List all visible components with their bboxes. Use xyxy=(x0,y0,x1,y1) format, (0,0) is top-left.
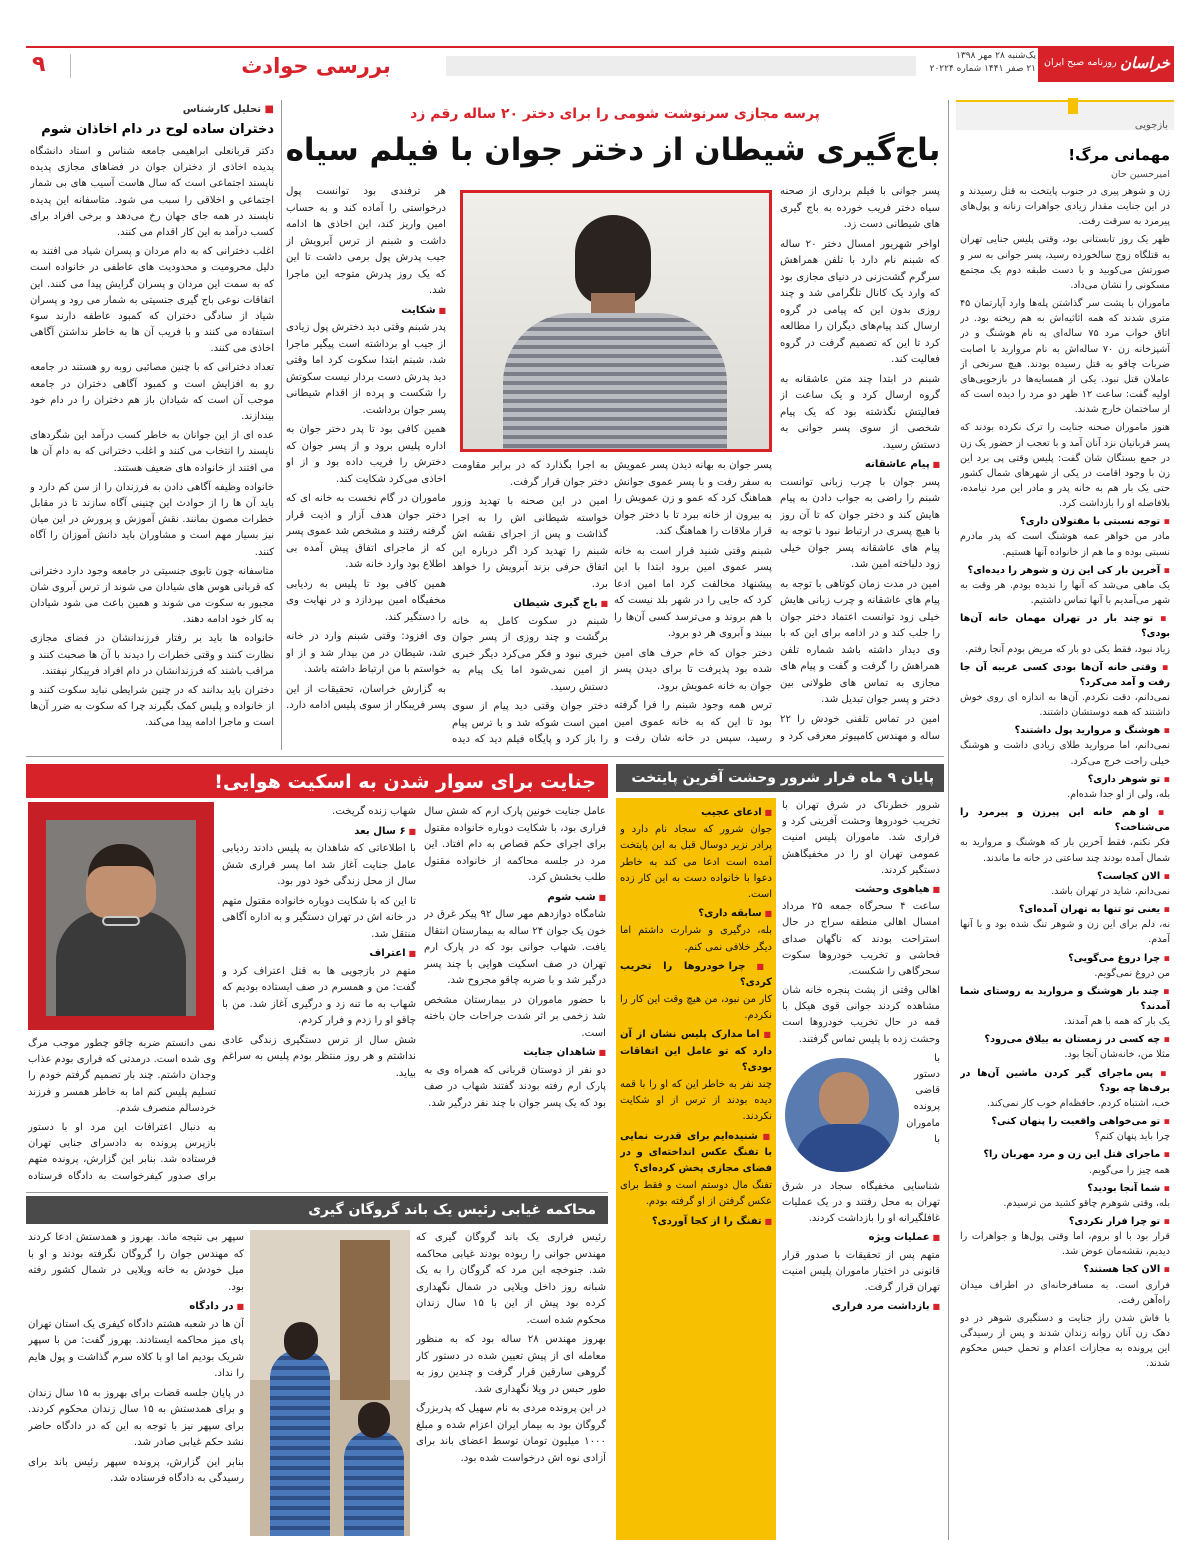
main-col-4 xyxy=(286,184,446,746)
trial-col-2 xyxy=(28,1230,244,1538)
capital-headline: پایان ۹ ماه فرار شرور وحشت آفرین پایتخت xyxy=(631,770,934,786)
intro-p1: زن و شوهر پیری در جنوب پایتخت به قتل رسیدند و در این جنایت مقدار زیادی جواهرات زنانه و پول‌های پیرمرد به سرقت رفت. xyxy=(960,186,1170,228)
issue-date-line2: ۲۱ صفر ۱۴۴۱ شماره ۲۰۲۲۴ xyxy=(929,63,1036,74)
main-col-1 xyxy=(780,184,940,746)
issue-date-line1: یک‌شنبه ۲۸ مهر ۱۳۹۸ xyxy=(956,51,1036,61)
main-col1-p2: اواخر شهریور امسال دختر ۲۰ ساله که شبنم نام دارد با تلفن همراهش سرگرم گشت‌زنی در دنیای مجازی بود که وارد یک کانال تلگرامی شد و چند روزی بدون این که پیامی در گروه ارسال کند پیام‌های دیگران را مطالعه کرد تا این که تصمیم گرفت در گروه فعالیت کند. xyxy=(780,238,940,366)
suspect-head xyxy=(819,1072,869,1128)
main-col1-b3: امین در تماس تلفنی خودش را ۲۲ ساله و مهندس کامپیوتر معرفی کرد و xyxy=(780,713,940,742)
main-col2-p1: پسر جوان به بهانه دیدن پسر عمویش به سفر رفت و با پسر عموی جوانش هماهنگ کرد که عمو و زن عمویش را به بیرون از خانه ببرد تا با دختر جوان قرار ملاقات را هماهنگ کند. xyxy=(614,460,772,538)
intro-p2: ظهر یک روز تابستانی بود، وقتی پلیس جنایی تهران به قتلگاه زوج سالخورده رسید، پسر جوانی به سر و صورتش می‌کوبید و با دست طبقه دوم یک مجتمع مسکونی را نشان می‌داد. xyxy=(960,234,1170,291)
photo-person-shirt xyxy=(503,313,727,452)
header-sep-line xyxy=(70,54,71,78)
trial-col2-p1: سپهر بی نتیجه ماند. بهروز و همدستش ادعا کردند که مهندس جوان را گروگان نگرفته بودند و او با میل خودش به خانه ویلایی در شمال کشور رفته بود. xyxy=(28,1232,244,1293)
skate-col3-b2: شش سال از ترس دستگیری زندگی عادی نداشتم و هر روز منتظر بودم پلیس به سراغم بیاید. xyxy=(222,1034,416,1079)
qa-question: ▪ توجه نسبتی با مقتولان داری؟ xyxy=(960,514,1170,529)
column-closing: با فاش شدن راز جنایت و دستگیری شوهر در دو دهک زن آنان روانه زندان شدند و پس از رسیدگی این پرونده به مجازات اعدام و تحمل حبس محکوم شدند. xyxy=(960,1312,1170,1370)
analysis-kicker xyxy=(183,102,274,118)
skate-col-2 xyxy=(222,804,416,1186)
section-title: بررسی حوادث xyxy=(241,54,391,78)
skate-col3-p1: شهاب زنده گریخت. xyxy=(332,806,416,817)
intro-p4: هنوز ماموران صحنه جنایت را ترک نکرده بودند که پسر قربانیان نزد آنان آمد و با تعجب از حضور یک زن در جمع بستگان شان گفت: پلیس وقتی پی برد این زن با وجود اقامت در یکی از شهرهای شمال کشور حتی یک بار هم به خانه پدر و مادر این مرد نیامده، بلافاصله او را بازداشت کرد. xyxy=(960,422,1170,510)
qa-answer: نه، دلم برای این زن و شوهر تنگ شده بود و با آنها آمدم. xyxy=(960,919,1170,946)
qa-answer: بله، ولی از او جدا شده‌ام. xyxy=(1067,788,1170,800)
skate-col-1 xyxy=(424,804,606,1186)
capital-sub-8: ■ عملیات ویژه xyxy=(782,1230,940,1246)
qa-answer: مادر من خواهر عمه هوشنگ است که پدر مادرم نسبتی بوده و ما هم از خانواده آنها هستیم. xyxy=(960,531,1170,558)
masthead-logo xyxy=(1038,46,1174,82)
main-col3-p1: به اجرا بگذارد که در برابر مقاومت دختر جوان قرار گرفت. xyxy=(452,460,608,488)
trial-story xyxy=(26,1196,608,1540)
capital-sub-7: ■ تفنگ را از کجا آوردی؟ xyxy=(620,1214,772,1230)
skate-sub-night: ■ شب شوم xyxy=(424,890,606,907)
main-col-3 xyxy=(452,458,608,746)
qa-question: ▪ تو چند بار در تهران مهمان خانه آن‌ها بودی؟ xyxy=(960,611,1170,641)
analysis-p8: دختران باید بدانند که در چنین شرایطی نباید سکوت کنند و از خانواده و پلیس کمک بگیرند چرا که سکوت به ضرر آن‌ها است و ماجرا ادامه پیدا می‌کند. xyxy=(30,685,274,729)
skate-col3-b1: متهم در بازجویی ها به قتل اعتراف کرد و گفت: من و همسرم در صف ایستاده بودیم که شهاب به ما تنه زد و درگیری آغاز شد. من با چاقو او را زدم و فرار کردم. xyxy=(222,965,416,1027)
analysis-divider xyxy=(281,100,282,750)
paper-name: خراسان xyxy=(1120,54,1170,72)
qa-answer: فراری است. به مسافرخانه‌ای در اطراف میدان راه‌آهن رفت. xyxy=(960,1279,1170,1306)
paper-tagline: روزنامه صبح ایران xyxy=(1044,57,1117,68)
main-col3-p3: شبنم در سکوت کامل به خانه برگشت و چند روزی از پسر جوان خبری نبود و فکر می‌کرد دیگر خبری از امین نمی‌شود اما یک پیام به دستش رسید. xyxy=(452,615,608,693)
analysis-title: دختران ساده لوح در دام اخاذان شوم xyxy=(41,122,274,137)
qa-answer: نمی‌دانم، شاید در تهران باشد. xyxy=(1051,885,1170,897)
defendant-1 xyxy=(270,1350,330,1536)
analysis-p2: اغلب دخترانی که به دام مردان و پسران شیاد می افتند به دلیل محرومیت و محدودیت های عاطفی در خانواده است که به سمت این مردان و پسران گرایش پیدا می کنند. این اتفاقات نوعی باج گیری جنسیتی به شمار می رود و پسران شیاد از سادگی دختران که کمبود عاطفه دارند سوء استفاده می کنند و با فریب آن ها به خاطر نداشتن آگاهی اخاذی می کنند. xyxy=(30,246,274,355)
qa-answer: نمی‌دانم، اما مروارید طلای زیادی داشت و هوشنگ خیلی راحت خرج می‌کرد. xyxy=(960,740,1170,767)
interrogation-column xyxy=(956,100,1174,1540)
trial-col1-p3: در این پرونده مردی به نام سهیل که پدربزرگ گروگان بود به بیمار ایران اعزام شده و مبلغ ۱۰۰۰ میلیون تومان توسط اعضای باند برای آزادی نوه اش درخواست شده بود. xyxy=(416,1403,606,1464)
handcuffs-icon xyxy=(102,916,140,926)
column-kicker: بازجویی xyxy=(1134,120,1168,131)
qa-answer: مثلا من، خانه‌شان آنجا بود. xyxy=(1064,1049,1170,1061)
capital-sub-2: ■ ادعای عجیب xyxy=(620,805,772,821)
capital-intro: شرور خطرناک در شرق تهران با تخریب خودروها وحشت آفرینی کرد و فراری شد. ماموران پلیس امنیت عمومی تهران او را در مخفیگاهش دستگیر کردند. xyxy=(782,800,940,876)
skate-trial-divider xyxy=(26,1192,608,1193)
capital-body-4: بله، درگیری و شرارت داشتم اما دیگر خلافی نمی کنم. xyxy=(620,925,772,953)
capital-body-7: تفنگ مال دوستم است و فقط برای عکس گرفتن از او گرفته بودم. xyxy=(620,1180,772,1208)
qa-question: ▪ ماجرای قتل این زن و مرد مهربان را؟ xyxy=(960,1147,1170,1162)
analysis-p5: خانواده وظیفه آگاهی دادن به فرزندان را از سن کم دارد و باید آن ها را از حوادث این چنینی آگاه سازند تا در مقابل خطرات مصون بمانند. نقش آموزش و پرورش در این میان نیز بسیار مهم است و مشاوران باید دانش آموزان را آگاه کنند. xyxy=(30,481,274,558)
main-col3-p4: دختر جوان وقتی دید پیام از سوی امین است شوکه شد و با ترس پیام را باز کرد و پایگاه فیلم دید که دیده xyxy=(452,701,608,746)
qa-question: ▪ هوشنگ و مروارید پول داشتند؟ xyxy=(960,723,1170,738)
qa-question: ▪ وقتی خانه آن‌ها بودی کسی غریبه آن جا رفت و آمد می‌کرد؟ xyxy=(960,660,1170,690)
photo-person-head xyxy=(575,215,651,305)
analysis-box xyxy=(26,100,278,750)
qa-answer: نمی‌دانم، دقت نکردم. آن‌ها به اندازه ای روی خوش داشتند که همه دوستشان داشتند. xyxy=(960,692,1170,719)
main-col1-p1: پسر جوانی با فیلم برداری از صحنه سیاه دختر فریب خورده به باج گیری های شیطانی دست زد. xyxy=(780,186,940,231)
skate-col1-p1: عامل جنایت خونین پارک ارم که شش سال فراری بود، با شکایت دوباره خانواده مقتول برای اجرای حکم قصاص به دام افتاد. این مرد در جلسه محاکمه از خانواده مقتول طلب بخشش کرد. xyxy=(424,806,606,884)
skate-col1-c1: دو نفر از دوستان قربانی که همراه وی به پارک ارم رفته بودند گفتند شهاب در صف بود که یک پسر جوان با چند نفر درگیر شد. xyxy=(424,1064,606,1109)
qa-answer: همه چیز را می‌گویم. xyxy=(1088,1164,1170,1176)
main-headline: باج‌گیری شیطان از دختر جوان با فیلم سیاه xyxy=(285,132,941,168)
skate-photo-inner xyxy=(46,820,196,1016)
trial-col2-b3: بنابر این گزارش، پرونده سپهر رئیس باند برای رسیدگی به دادگاه فرستاده شد. xyxy=(28,1456,244,1485)
main-col4-b4: همین کافی بود تا پلیس به ردیابی مخفیگاه امین بپردازد و در نهایت وی را دستگیر کند. xyxy=(286,578,446,623)
skate-story xyxy=(26,764,608,1188)
analysis-kicker-mark: ■ xyxy=(261,104,274,115)
column-body xyxy=(960,184,1170,1534)
capital-body-5: کار من نبود، من هیچ وقت این کار را نکردم. xyxy=(620,994,772,1022)
skate-headline: جنایت برای سوار شدن به اسکیت هوایی! xyxy=(214,771,596,793)
main-col4-b5: وی افزود: وقتی شبنم وارد در خانه شد، شیطان در من بیدار شد و از او خواستم با من ارتباط داشته باشد. xyxy=(286,631,446,676)
analysis-body xyxy=(30,144,274,748)
capital-sub-9: ■ بازداشت مرد فراری xyxy=(782,1299,940,1315)
kicker-yellow-mark xyxy=(1068,98,1078,114)
qa-answer: زیاد نبود، فقط یکی دو بار که مریض بودم آنجا رفتم. xyxy=(965,643,1170,655)
trial-col2-b1: آن ها در شعبه هشتم دادگاه کیفری یک استان تهران پای میز محاکمه ایستادند. بهروز گفت: من با سپهر شریک بودیم اما او با کلاه سرم گذاشت و پول هایم را نداد. xyxy=(28,1318,244,1380)
main-kicker: پرسه مجازی سرنوشت شومی را برای دختر ۲۰ ساله رقم زد xyxy=(410,106,820,122)
qa-question: ▪ الان کجا هستند؟ xyxy=(960,1262,1170,1277)
qa-answer: خب، اشتباه کردم. حافظه‌ام خوب کار نمی‌کند. xyxy=(986,1097,1170,1109)
capital-body-1: ساعت ۴ سحرگاه جمعه ۲۵ مرداد امسال اهالی منطقه سراج در حال استراحت بودند که ناگهان صدای فحاشی و تخریب خودروها سکوت سحرگاهی را شکست. xyxy=(782,901,940,977)
main-col3-p2: امین در این صحنه با تهدید وزور خواسته شیطانی اش را به اجرا گذاشت و پس از اجرای نقشه اش شبنم را تهدید کرد اگر درباره این اتفاق حرفی بزند آبرویش را خواهد برد. xyxy=(452,496,608,590)
page-header xyxy=(26,46,1174,82)
qa-question: ▪ تو شوهر داری؟ xyxy=(960,772,1170,787)
qa-question: ▪ یعنی تو تنها به تهران آمده‌ای؟ xyxy=(960,902,1170,917)
page-number: ۹ xyxy=(32,52,46,77)
mid-page-rule xyxy=(26,756,944,757)
capital-body-2: اهالی وقتی از پشت پنجره خانه شان مشاهده کردند جوانی قوی هیکل با قمه در حال تخریب خودروها است وحشت زده با پلیس تماس گرفتند. xyxy=(782,985,940,1045)
main-col1-b2: امین در مدت زمان کوتاهی با توجه به پیام های عاشقانه و چرب زبانی هایش خیلی زود توانست اعتماد دختر جوان را جلب کند و در ادامه برای این که با وی دیدار داشته باشد شماره تلفن همراهش را گرفت و گفت و پیام های مجازی به تماس های طولانی بین دختر و پسر جوان تبدیل شد. xyxy=(780,578,940,706)
qa-question: ▪ پس ماجرای گیر کردن ماشین آن‌ها در برف‌ها چه بود؟ xyxy=(960,1066,1170,1096)
column-divider xyxy=(948,100,949,1540)
main-col1-b1: پسر جوان با چرب زبانی توانست شبنم را راضی به جواب دادن به پیام هایش کند و دختر جوان که تا آن روز با هیچ پسری در ارتباط نبود با توجه به پیام های عاشقانه پسر جوان خیلی زود دلباخته امین شد. xyxy=(780,476,940,571)
defendant-2 xyxy=(344,1430,404,1536)
main-col2-p4: ترس همه وجود شبنم را فرا گرفته بود تا این که به خانه عموی امین رسید، سپس در خانه شان رفت و xyxy=(614,700,772,745)
skate-photo-hands xyxy=(86,866,156,918)
main-col4-b3: ماموران در گام نخست به خانه ای که دختر جوان هدف آزار و اذیت قرار گرفته رفتند و مشخص شد عموی پسر که از ماجرای اتفاق پیش آمده بی اطلاع بود وارد خانه شد. xyxy=(286,493,446,571)
analysis-p6: متاسفانه چون تابوی جنسیتی در جامعه وجود دارد دخترانی که قربانی هوس های شیادان می شوند از ترس آبروی شان مجبور به سکوت می شوند و همین باعث می شود شیادان به کار خود ادامه دهند. xyxy=(30,565,274,626)
issue-date xyxy=(916,50,1036,75)
header-bar xyxy=(446,56,916,76)
trial-headline: محاکمه غیابی رئیس یک باند گروگان گیری xyxy=(308,1202,596,1218)
subhead-complaint: ■ شکایت xyxy=(286,303,446,320)
skate-col1-b1: شامگاه دوازدهم مهر سال ۹۲ پیکر غرق در خون یک جوان ۲۴ ساله به بیمارستان انتقال یافت. شهاب جوانی بود که در پارک ارم تهران در صف اسکیت هوایی با چند پسر درگیر شد و با ضربه چاقو مجروح شد. xyxy=(424,909,606,987)
skate-col3-p3: تا این که با شکایت دوباره خانواده مقتول متهم در خانه اش در تهران دستگیر و به اداره آگاهی منتقل شد. xyxy=(222,895,416,940)
trial-court-photo xyxy=(250,1230,410,1536)
qa-answer: چرا باید پنهان کنم؟ xyxy=(1094,1131,1170,1143)
qa-question: ▪ الان کجاست؟ xyxy=(960,869,1170,884)
capital-sub-5: ■ اما مدارک پلیس نشان از آن دارد که تو عامل این اتفاقات بودی؟ xyxy=(620,1027,772,1076)
main-col4-b6: به گزارش خراسان، تحقیقات از این پسر فریبکار از سوی پلیس ادامه دارد. xyxy=(286,683,446,712)
trial-sub-court: ■ در دادگاه xyxy=(28,1299,244,1316)
capital-sub-6: ■ شنیده‌ایم برای قدرت نمایی با تفنگ عکس انداخته‌ای و در فضای مجازی پخش کرده‌ای؟ xyxy=(620,1129,772,1178)
analysis-kicker-text: تحلیل کارشناس xyxy=(182,104,262,115)
suspect-shirt xyxy=(795,1124,895,1175)
capital-sub-4: ■ چرا خودروها را تخریب کردی؟ xyxy=(620,959,772,991)
skate-caption-p1: نمی دانستم ضربه چاقو چطور موجب مرگ وی شده است. درمدتی که فراری بودم عذاب وجدان داشتم. چند بار تصمیم گرفتم خودم را تسلیم پلیس کنم اما به خاطر همسر و فرزند خردسالم منصرف شدم. xyxy=(28,1038,216,1114)
capital-story-box xyxy=(616,764,944,1540)
qa-question: ▪ تو می‌خواهی واقعیت را پنهان کنی؟ xyxy=(960,1114,1170,1129)
court-door xyxy=(340,1240,390,1400)
trial-col1-p1: رئیس فراری یک باند گروگان گیری که مهندس جوانی را ربوده بودند غیابی محاکمه شد. جنوخچه این مرد که گروگان را به یک شبانه روز داخل ویلایی در شمال نگهداری کرده بود پیش از این با ۱۵ سال زندان محکوم شده است. xyxy=(416,1232,606,1326)
qa-answer: قرار بود با او بروم، اما وقتی پول‌ها و جواهرات را دیدیم، نقشه‌مان عوض شد. xyxy=(960,1231,1170,1258)
qa-question: ▪ چرا دروغ می‌گویی؟ xyxy=(960,951,1170,966)
capital-sub-3: ■ سابقه داری؟ xyxy=(620,906,772,922)
subhead-blackmail: ■ باج گیری شیطان xyxy=(452,596,608,613)
analysis-p4: عده ای از این جوانان به خاطر کسب درآمد این شگردهای ناپسند را انتخاب می کنند و اغلب دخترانی که به دام آن ها می افتند از خانواده های ضعیف هستند. xyxy=(30,430,274,474)
skate-caption-p2: به دنبال اعترافات این مرد او با دستور بازپرس پرونده به دادسرای جنایی تهران فرستاده شد. بنابر این گزارش، پرونده متهم برای صدور کیفرخواست به دادگاه فرستاده xyxy=(28,1121,216,1182)
skate-col3-p2: با اطلاعاتی که شاهدان به پلیس دادند ردیابی عامل جنایت آغاز شد اما پسر فراری شش سال از محل زندگی خود دور بود. xyxy=(222,843,416,888)
main-col2-p3: دختر جوان که خام حرف های امین شده بود پذیرفت تا برای دیدن پسر جوان به خانه عمویش برود. xyxy=(614,647,772,692)
main-col4-b2: همین کافی بود تا پدر دختر جوان به اداره پلیس برود و از پسر جوان که دخترش را فریب داده بود و از او اخاذی می‌کرد شکایت کند. xyxy=(286,424,446,485)
skate-caption xyxy=(28,1036,216,1186)
subhead-love-message: ■ پیام عاشقانه xyxy=(780,457,940,474)
qa-answer: من دروغ نمی‌گویم. xyxy=(1094,967,1170,979)
defendant-2-head xyxy=(358,1402,390,1438)
analysis-p1: دکتر قربانعلی ابراهیمی جامعه شناس و استاد دانشگاه پدیده اخاذی از دختران جوان در فضاهای مجازی پدیده ناپسند اجتماعی است که سال هاست آسیب های بی شمار اجتماعی و اخلاقی را سبب می شود. متاسفانه این پدیده ناپسند در همه جای جهان رخ می‌دهد و برخی افراد برای کسب درآمد به این کار اقدام می کنند. xyxy=(30,146,274,238)
main-col4-p1: هر ترفندی بود توانست پول درخواستی را آماده کند و به حساب امین واریز کند، این اخاذی ها ادامه داشت و شبنم از ترس آبرویش از جیب پدرش پول برمی داشت تا این که یک روز پدرش متوجه این ماجرا شد. xyxy=(286,186,446,297)
qa-question: ▪ چند بار هوشنگ و مروارید به روستای شما آمدند؟ xyxy=(960,984,1170,1014)
qa-answer: یک ماهی می‌شد که آنها را ندیده بودم. هر وقت به شهر می‌آمدیم با آنها تماس داشتیم. xyxy=(960,579,1170,607)
main-col4-b1: پدر شبنم وقتی دید دخترش پول زیادی از جیب او برداشته است پیگیر ماجرا شد، شبنم ابتدا سکوت کرد اما وقتی دید پدرش دست بردار نیست سکوتش را شکست و پرده از اقدام شیطانی پسر جوان برداشت. xyxy=(286,322,446,416)
analysis-p7: خانواده ها باید بر رفتار فرزندانشان در فضای مجازی نظارت کنند و وقتی خطرات را دیدند با آن ها صحبت کنند و مراقب باشند که فرزندانشان در دام افراد فریبکار نیفتند. xyxy=(30,633,274,677)
qa-question: ▪ آخرین بار کی این زن و شوهر را دیده‌ای؟ xyxy=(960,563,1170,578)
capital-body-8: با دستور قاضی پرونده ماموران با شناسایی مخفیگاه سجاد در شرق تهران به محل رفتند و در یک عملیات غافلگیرانه او را بازداشت کردند. xyxy=(782,1052,940,1225)
capital-body-6: چند نفر به خاطر این که او را با قمه دیده بودند از ترس از او شکایت نکردند. xyxy=(620,1079,772,1123)
qa-question: ▪ چه کسی در زمستان به ییلاق می‌رود؟ xyxy=(960,1032,1170,1047)
skate-col1-b2: با حضور ماموران در بیمارستان مشخص شد زخمی بر اثر شدت جراحات جان باخته است. xyxy=(424,994,606,1039)
trial-col1-p2: بهروز مهندس ۲۸ ساله بود که به منظور معامله ای از پیش تعیین شده در دستور کار گروهی سارقین قرار گرفت و چندین روز به طور حبس در ویلا نگهداری شد. xyxy=(416,1334,606,1395)
skate-sub-six-years: ■ ۶ سال بعد xyxy=(222,824,416,841)
capital-body-3: جوان شرور که سجاد نام دارد و پرادر نزیر دوسال قبل به این پایتخت آمده است ادعا می کند به خاطر دعوا با خانواده دست به این کار زده است. xyxy=(620,824,772,900)
trial-col-1 xyxy=(416,1230,606,1538)
skate-sub-witnesses: ■ شاهدان جنایت xyxy=(424,1045,606,1062)
capital-col-right xyxy=(782,798,940,1540)
qa-answer: یک بار که همه با هم آمدند. xyxy=(1064,1016,1170,1028)
skate-suspect-photo xyxy=(28,802,214,1030)
skate-sub-confession: ■ اعتراف xyxy=(222,946,416,963)
analysis-p3: تعداد دخترانی که با چنین مصائبی روبه رو هستند در جامعه رو به افزایش است و کمبود آگاهی دختران در جامعه موجب آن است که شیادان باز هم دختران را در دام خود بیندازند. xyxy=(30,362,274,422)
qa-question: ▪ او هم خانه این پیرزن و پیرمرد را می‌شناخت؟ xyxy=(960,805,1170,835)
qa-question: ▪ شما آنجا بودید؟ xyxy=(960,1181,1170,1196)
intro-p3: ماموران با پشت سر گذاشتن پله‌ها وارد آپارتمان ۴۵ متری شدند که همه اثاثیه‌اش به هم ریخته بود. در اتاق خواب مرد ۷۵ ساله‌ای به نام هوشنگ و در آشپزخانه زن ۷۰ ساله‌اش به نام مروارید با اصابت ضربات چاقو به قتل رسیده بودند. هیچ سرنخی از عاملان قتل نبود. یکی از همسایه‌ها در بازجویی‌های اولیه گفت: ساعت ۱۲ ظهر دو مرد را دیده است که از ساختمان خارج شدند. xyxy=(960,298,1170,416)
suspect-photo-circle xyxy=(782,1055,902,1175)
trial-col2-b2: در پایان جلسه قضات برای بهروز به ۱۵ سال زندان و برای همدستش به ۱۵ سال زندان محکوم کردند. برای سپهر نیز با توجه به این که در دادگاه حاضر نشد حکم غیابی صادر شد. xyxy=(28,1387,244,1449)
column-title: مهمانی مرگ! xyxy=(1068,146,1170,164)
defendant-1-head xyxy=(284,1322,318,1360)
column-author: امیرحسین حان xyxy=(1110,169,1170,180)
header-top-rule xyxy=(26,46,1174,48)
qa-answer: بله، وقتی شوهرم چاقو کشید من ترسیدم. xyxy=(1003,1197,1170,1209)
main-story-photo xyxy=(460,190,772,452)
qa-answer: فکر نکنم، فقط آخرین بار که هوشنگ و مروارید به شمال آمده بودند چند ساعتی در خانه ما ماندند. xyxy=(960,837,1170,864)
capital-sub-1: ■ هیاهوی وحشت xyxy=(782,882,940,898)
capital-col-left xyxy=(620,802,772,1538)
capital-body-9: متهم پس از تحقیقات با صدور قرار قانونی در اختیار ماموران پلیس امنیت تهران قرار گرفت. xyxy=(782,1249,940,1293)
main-col-2 xyxy=(614,458,772,746)
main-col2-p2: شبنم وقتی شنید قرار است به خانه پسر عموی امین برود ابتدا با این پیشنهاد مخالفت کرد اما امین ادعا کرد که جایی را در شهر بلد نیست که با هم بروند و می‌ترسد کسی آن‌ها را ببیند و آبروی هر دو برود. xyxy=(614,545,772,640)
qa-question: ▪ تو چرا فرار نکردی؟ xyxy=(960,1214,1170,1229)
main-col1-p3: شبنم در ابتدا چند متن عاشقانه به گروه ارسال کرد و یک ساعت از فعالیتش نگذشته بود که یک پیام شخصی از سوی پسر جوانی به دستش رسید. xyxy=(780,373,940,451)
